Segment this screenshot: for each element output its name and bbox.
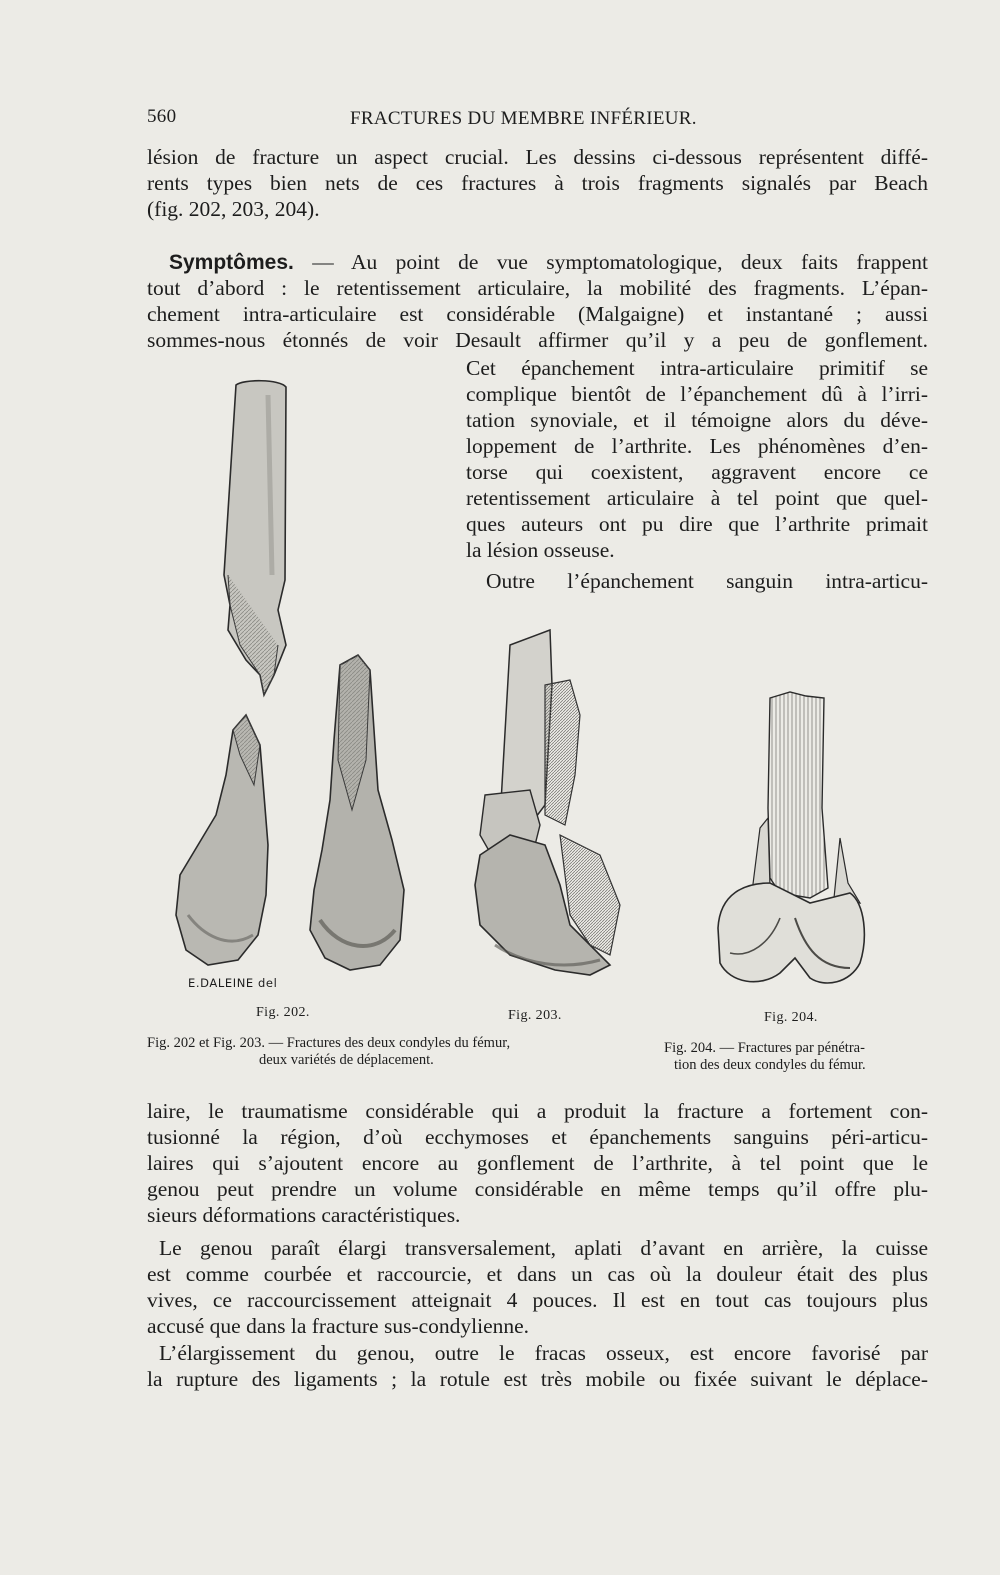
- caption-line: deux variétés de déplacement.: [259, 1052, 434, 1068]
- text-line: L’élargissement du genou, outre le fracas osseux, est encore favorisé par: [159, 1341, 928, 1365]
- fig-204-label: Fig. 204.: [764, 1010, 818, 1025]
- text-line: complique bientôt de l’épanchement dû à l’irri-: [466, 382, 928, 406]
- text-line: tout d’abord : le retentissement articulaire, la mobilité des fragments. L’épan-: [147, 276, 928, 300]
- page-number: 560: [147, 106, 177, 127]
- paragraph-genou: [147, 1235, 928, 1339]
- text-line: (fig. 202, 203, 204).: [147, 197, 320, 221]
- paragraph-narrow: [466, 355, 928, 563]
- text-line: loppement de l’arthrite. Les phénomènes d’en-: [466, 434, 928, 458]
- text-line: torse qui coexistent, aggravent encore ce: [466, 460, 928, 484]
- fig-202-label: Fig. 202.: [256, 1005, 310, 1020]
- caption-line: Fig. 202 et Fig. 203. — Fractures des deux condyles du fémur,: [147, 1035, 511, 1051]
- text-line: Le genou paraît élargi transversalement, aplati d’avant en arrière, la cuisse: [159, 1236, 928, 1260]
- text-line: tusionné la région, d’où ecchymoses et épanchements sanguins péri-articu-: [147, 1125, 928, 1149]
- paragraph-elargissement: [147, 1340, 928, 1392]
- paragraph-outre: [486, 568, 928, 594]
- caption-fig-204: [664, 1040, 934, 1074]
- paragraph-symptomes: [147, 249, 928, 353]
- caption-fig-202-203: [147, 1035, 627, 1069]
- running-title: FRACTURES DU MEMBRE INFÉRIEUR.: [350, 108, 697, 129]
- caption-line: Fig. 204. — Fractures par pénétra-: [664, 1040, 865, 1056]
- text-line: retentissement articulaire à tel point que quel-: [466, 486, 928, 510]
- text-line: Cet épanchement intra-articulaire primitif se: [466, 356, 928, 380]
- section-heading: Symptômes.: [169, 251, 294, 274]
- text-line: sieurs déformations caractéristiques.: [147, 1203, 461, 1227]
- text-line: laire, le traumatisme considérable qui a produit la fracture a fortement con-: [147, 1099, 928, 1123]
- illustrator-signature: E.DALEINE del: [188, 976, 278, 990]
- text-line: accusé que dans la fracture sus-condylienne.: [147, 1314, 530, 1338]
- running-header: [147, 106, 927, 136]
- text-line: genou peut prendre un volume considérable en même temps qu’il offre plu-: [147, 1177, 928, 1201]
- figure-202-illustration: [168, 375, 318, 975]
- text-line: tation synoviale, et il témoigne alors du déve-: [466, 408, 928, 432]
- text-line: est comme courbée et raccourcie, et dans un cas où la douleur était des plus: [147, 1262, 928, 1286]
- text-line: lésion de fracture un aspect crucial. Les dessins ci-dessous représentent diffé-: [147, 145, 928, 169]
- paragraph-intro: [147, 144, 928, 222]
- figure-203-illustration: [470, 625, 630, 985]
- text-line: Outre l’épanchement sanguin intra-articu-: [486, 569, 928, 593]
- text-line: chement intra-articulaire est considérable (Malgaigne) et instantané ; aussi: [147, 302, 928, 326]
- text-line-rest: — Au point de vue symptomatologique, deux faits frappent: [312, 250, 929, 274]
- figure-202b-illustration: [300, 650, 410, 975]
- text-line: rents types bien nets de ces fractures à trois fragments signalés par Beach: [147, 171, 928, 195]
- fig-203-label: Fig. 203.: [508, 1008, 562, 1023]
- text-line: [147, 249, 928, 275]
- text-line: la lésion osseuse.: [466, 538, 615, 562]
- caption-line: tion des deux condyles du fémur.: [674, 1057, 866, 1073]
- text-line: laires qui s’ajoutent encore au gonflement de l’arthrite, à tel point que le: [147, 1151, 928, 1175]
- text-line: la rupture des ligaments ; la rotule est très mobile ou fixée suivant le déplace-: [147, 1367, 928, 1391]
- text-line: vives, ce raccourcissement atteignait 4 pouces. Il est en tout cas toujours plus: [147, 1288, 928, 1312]
- figure-204-illustration: [710, 688, 870, 988]
- text-line: ques auteurs ont pu dire que l’arthrite primait: [466, 512, 928, 536]
- text-line: sommes-nous étonnés de voir Desault affirmer qu’il y a peu de gonflement.: [147, 328, 928, 352]
- paragraph-traumatisme: [147, 1098, 928, 1228]
